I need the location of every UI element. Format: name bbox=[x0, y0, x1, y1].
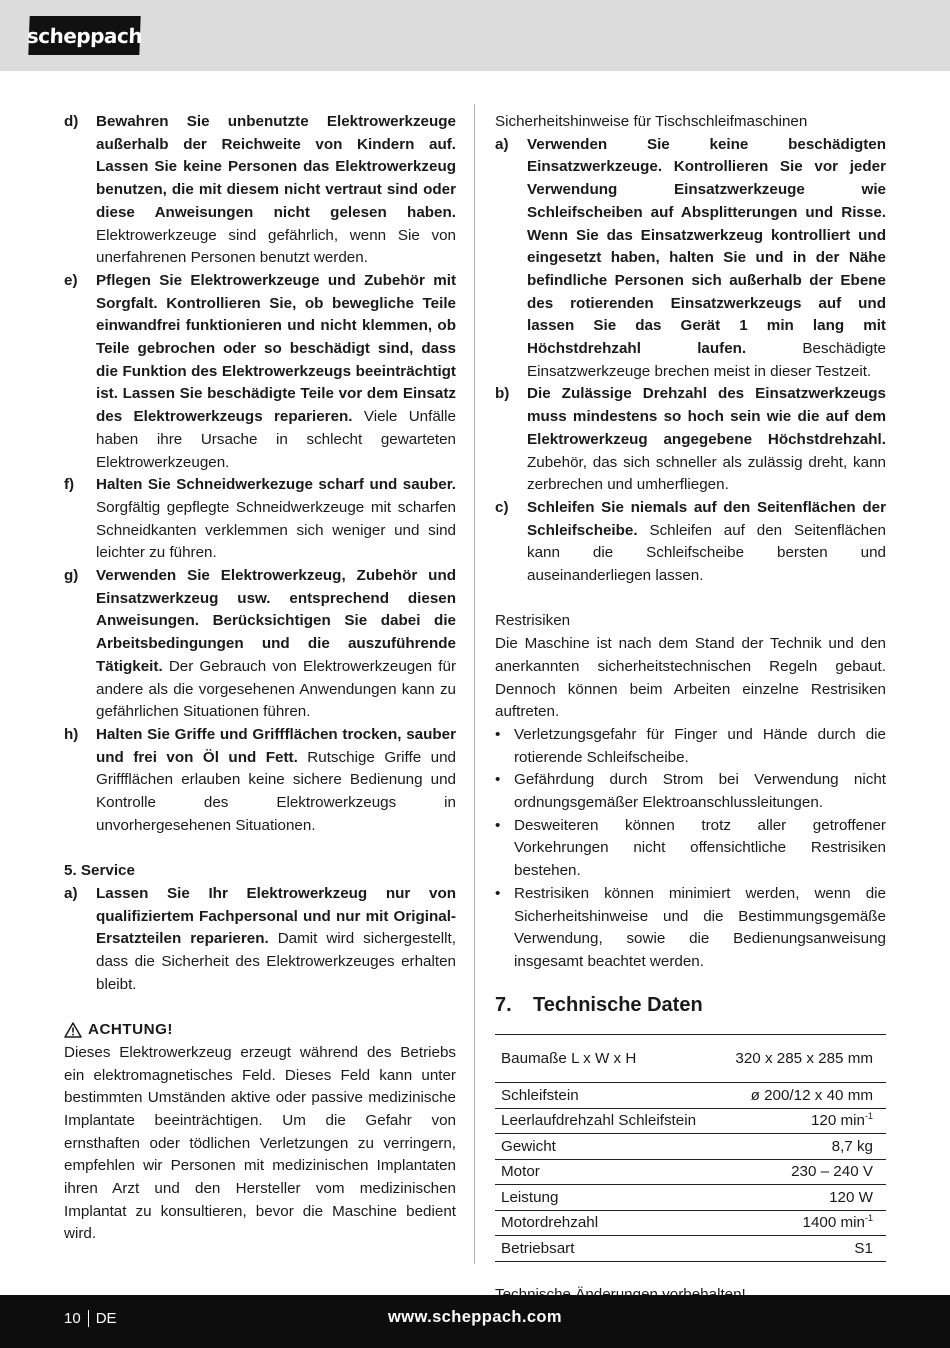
spec-name: Betriebsart bbox=[495, 1236, 718, 1262]
item-text bbox=[527, 497, 886, 588]
spec-row bbox=[495, 1083, 886, 1109]
tech-section-number: 7. bbox=[495, 993, 512, 1016]
spec-value: 230 – 240 V bbox=[791, 1163, 873, 1181]
item-normal-text: Elektrowerkzeuge sind gefährlich, wenn Sie von unerfahrenen Personen benutzt werden. bbox=[96, 226, 456, 267]
spec-row bbox=[495, 1185, 886, 1211]
list-item bbox=[64, 565, 456, 724]
item-bold-text: Schleifen Sie niemals auf den Seitenflächen der Schleifscheibe. bbox=[527, 498, 886, 539]
item-label: a) bbox=[64, 884, 78, 902]
warning-text: Dieses Elektrowerkzeug erzeugt während des Betriebs ein elektromagnetisches Feld. Dieses Feld kann unter bestimmten Umständen aktive oder passive medizinische Implantate beeinträchtigen. Um die Gefahr von ernsthaften oder tödlichen Verletzungen zu verringern, empfehlen wir Personen mit medizinischen Implantaten ihren Arzt und den Hersteller vom medizinischen Implantat zu konsultieren, bevor die Maschine bedient wird. bbox=[64, 1043, 456, 1243]
column-divider bbox=[474, 104, 475, 1264]
item-bold-text: Halten Sie Griffe und Griffflächen trocken, sauber und frei von Öl und Fett. bbox=[96, 725, 456, 766]
spec-value: 8,7 kg bbox=[831, 1137, 873, 1155]
website-link[interactable]: www.scheppach.com bbox=[388, 1308, 562, 1326]
spec-name: Schleifstein bbox=[495, 1083, 718, 1109]
item-text bbox=[96, 883, 456, 997]
spec-value-cell bbox=[718, 1185, 886, 1211]
spec-value: 120 W bbox=[829, 1188, 873, 1206]
item-label: a) bbox=[495, 135, 509, 153]
bullet-text: Verletzungsgefahr für Finger und Hände durch die rotierende Schleifscheibe. bbox=[514, 725, 886, 766]
brand-logo: scheppach bbox=[28, 16, 140, 55]
item-normal-text: Damit wird sichergestellt, dass die Sicherheit des Elektrowerkzeuges erhalten bleibt. bbox=[96, 930, 456, 993]
spec-name: Gewicht bbox=[495, 1134, 718, 1160]
item-bold-text: Verwenden Sie Elektrowerkzeug, Zubehör und Einsatzwerkzeug usw. entsprechend diesen Anweisungen. Berücksichtigen Sie dabei die Arbeitsbedingungen und die auszuführende Tätigkeit. bbox=[96, 567, 456, 675]
right-column bbox=[495, 111, 886, 1307]
safety-heading: Sicherheitshinweise für Tischschleifmaschinen bbox=[495, 113, 808, 130]
residual-heading: Restrisiken bbox=[495, 612, 571, 630]
item-text bbox=[527, 383, 886, 497]
bullet-icon: • bbox=[495, 884, 501, 902]
page-footer bbox=[0, 1295, 950, 1348]
item-text bbox=[96, 724, 456, 838]
spec-value-cell bbox=[718, 1083, 886, 1109]
page-header bbox=[0, 0, 950, 71]
list-item bbox=[64, 724, 456, 838]
tech-section-label: Technische Daten bbox=[533, 993, 703, 1016]
list-item bbox=[64, 111, 456, 270]
spec-table bbox=[495, 1034, 886, 1262]
list-item bbox=[495, 134, 886, 384]
spec-value: 120 min bbox=[810, 1112, 865, 1130]
bullet-item bbox=[495, 769, 886, 814]
item-label: d) bbox=[64, 113, 79, 130]
spec-name: Leistung bbox=[495, 1185, 718, 1211]
bullet-item bbox=[495, 724, 886, 769]
spec-row bbox=[495, 1236, 886, 1262]
spec-value: S1 bbox=[854, 1239, 873, 1257]
item-label: f) bbox=[64, 476, 75, 494]
bullet-text: Restrisiken können minimiert werden, wenn die Sicherheitshinweise und die Bestimmungsgemäße Verwendung, sowie die Bedienungsanweisung insgesamt beachtet werden. bbox=[514, 884, 886, 970]
spec-unit-exponent: -1 bbox=[864, 1213, 873, 1224]
item-bold-text: Pflegen Sie Elektrowerkzeuge und Zubehör mit Sorgfalt. Kontrollieren Sie, ob bewegliche Teile einwandfrei funktionieren und nicht klemmen, ob Teile gebrochen oder so beschädigt sind, dass die Funktion des Elektrowerkzeugs beeinträchtigt ist. Lassen Sie beschädigte Teile vor dem Einsatz des Elektrowerkzeugs reparieren. bbox=[96, 271, 456, 426]
language-code: DE bbox=[95, 1310, 117, 1327]
warning-triangle-icon bbox=[64, 1022, 82, 1038]
list-item bbox=[64, 474, 456, 565]
spec-unit-exponent: -1 bbox=[864, 1111, 873, 1122]
spec-value: ø 200/12 x 40 mm bbox=[750, 1086, 873, 1104]
item-label: e) bbox=[64, 271, 78, 289]
spec-row bbox=[495, 1210, 886, 1236]
list-item bbox=[495, 383, 886, 497]
item-bold-text: Die Zulässige Drehzahl des Einsatzwerkzeugs muss mindestens so hoch sein wie die auf dem Elektrowerkzeug angegebene Höchstdrehzahl. bbox=[527, 385, 886, 448]
item-text bbox=[527, 134, 886, 384]
spec-row bbox=[495, 1108, 886, 1134]
item-normal-text: Beschädigte Einsatzwerkzeuge brechen meist in dieser Testzeit. bbox=[527, 340, 886, 380]
item-bold-text: Halten Sie Schneidwerkezuge scharf und sauber. bbox=[96, 476, 456, 494]
bullet-icon: • bbox=[495, 725, 501, 743]
item-normal-text: Sorgfältig gepflegte Schneidwerkzeuge mit scharfen Schneidkanten verklemmen sich weniger und sind leichter zu führen. bbox=[96, 498, 456, 562]
item-label: h) bbox=[64, 725, 79, 743]
bullet-text: Desweiteren können trotz aller getroffener Vorkehrungen nicht offensichtliche Restrisiken bestehen. bbox=[514, 816, 886, 880]
list-item bbox=[495, 497, 886, 588]
spec-name: Baumaße L x W x H bbox=[495, 1035, 718, 1083]
item-bold-text: Lassen Sie Ihr Elektrowerkzeug nur von qualifiziertem Fachpersonal und nur mit Original-Ersatzteilen reparieren. bbox=[96, 884, 456, 948]
item-bold-text: Bewahren Sie unbenutzte Elektrowerkzeuge außerhalb der Reichweite von Kindern auf. Lassen Sie keine Personen das Elektrowerkzeug benutzen, die mit diesem nicht vertraut sind oder diese Anweisungen nicht gelesen haben. bbox=[96, 113, 456, 221]
item-normal-text: Der Gebrauch von Elektrowerkzeugen für andere als die vorgesehenen Anwendungen kann zu gefährlichen Situationen führen. bbox=[96, 657, 456, 721]
item-text bbox=[96, 474, 456, 565]
spec-value-cell bbox=[718, 1159, 886, 1185]
item-normal-text: Viele Unfälle haben ihre Ursache in schlecht gewarteten Elektrowerkzeugen. bbox=[96, 408, 456, 471]
item-normal-text: Zubehör, das sich schneller als zulässig dreht, kann zerbrechen und umherfliegen. bbox=[527, 453, 886, 494]
grinder-safety-list bbox=[495, 134, 886, 588]
spec-value-cell bbox=[718, 1108, 886, 1134]
page-number: 10 bbox=[64, 1310, 81, 1327]
spec-value: 1400 min bbox=[802, 1214, 865, 1232]
spec-name: Motordrehzahl bbox=[495, 1210, 718, 1236]
tech-section-title bbox=[495, 994, 886, 1017]
bullet-icon: • bbox=[495, 771, 501, 789]
item-text bbox=[96, 565, 456, 724]
warning-title-row bbox=[64, 1019, 456, 1042]
spec-name: Motor bbox=[495, 1159, 718, 1185]
bullet-text: Gefährdung durch Strom bei Verwendung nicht ordnungsgemäßer Elektroanschlussleitungen. bbox=[514, 771, 886, 812]
item-text bbox=[96, 270, 456, 474]
item-normal-text: Schleifen auf den Seitenflächen kann die Schleifscheibe bersten und auseinanderliegen lassen. bbox=[527, 521, 886, 585]
item-normal-text: Rutschige Griffe und Griffflächen erlauben keine sichere Bedienung und Kontrolle des Elektrowerkzeugs in unvorhergesehenen Situationen. bbox=[96, 748, 456, 834]
item-label: c) bbox=[495, 498, 509, 516]
bullet-icon: • bbox=[495, 816, 501, 834]
item-text bbox=[96, 111, 456, 270]
bullet-item bbox=[495, 815, 886, 883]
list-item bbox=[64, 883, 456, 997]
spec-value-cell bbox=[718, 1210, 886, 1236]
warning-title: ACHTUNG! bbox=[88, 1021, 173, 1039]
item-bold-text: Verwenden Sie keine beschädigten Einsatzwerkzeuge. Kontrollieren Sie vor jeder Verwendung Einsatzwerkzeuge wie Schleifscheiben auf Absplitterungen und Risse. Wenn Sie das Einsatzwerkzeug kontrolliert und eingesetzt haben, halten Sie und in der Nähe befindliche Personen sich außerhalb der Ebene des rotierenden Einsatzwerkzeugs auf und lassen Sie das Gerät 1 min lang mit Höchstdrehzahl laufen. bbox=[527, 135, 886, 358]
spec-value: 320 x 285 x 285 mm bbox=[735, 1049, 873, 1067]
spec-value-cell bbox=[718, 1236, 886, 1262]
spec-row bbox=[495, 1035, 886, 1083]
general-safety-list bbox=[64, 111, 456, 838]
spec-value-cell bbox=[718, 1134, 886, 1160]
residual-risk-list bbox=[495, 724, 886, 974]
spec-value-cell bbox=[718, 1035, 886, 1083]
residual-intro: Die Maschine ist nach dem Stand der Technik und den anerkannten sicherheitstechnischen Regeln gebaut. Dennoch können beim Arbeiten einzelne Restrisiken auftreten. bbox=[495, 635, 886, 721]
bullet-item bbox=[495, 883, 886, 974]
list-item bbox=[64, 270, 456, 474]
item-label: b) bbox=[495, 385, 510, 403]
service-heading: 5. Service bbox=[64, 862, 135, 880]
left-column bbox=[64, 111, 456, 1246]
spec-name: Leerlaufdrehzahl Schleifstein bbox=[495, 1108, 718, 1134]
spec-row bbox=[495, 1134, 886, 1160]
service-list bbox=[64, 883, 456, 997]
item-label: g) bbox=[64, 567, 79, 585]
spec-row bbox=[495, 1159, 886, 1185]
